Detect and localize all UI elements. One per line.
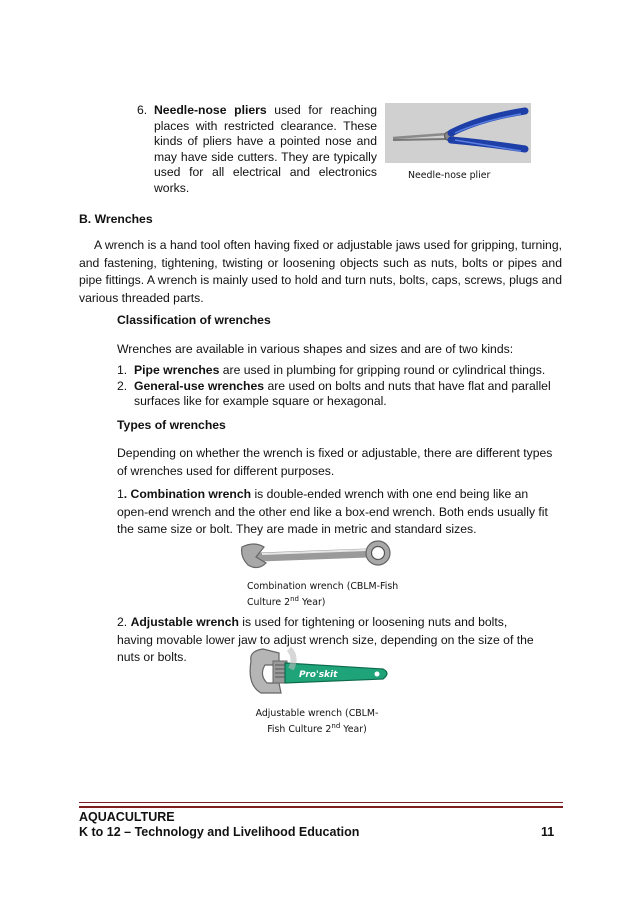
- list-item: [117, 363, 557, 379]
- footer-title: AQUACULTURE: [79, 810, 175, 824]
- list-item: [117, 379, 557, 410]
- general-use-wrench-text: are used on bolts and nuts that have flat and parallel surfaces like for example square or hexagonal.: [134, 378, 551, 408]
- footer-subtitle: K to 12 – Technology and Livelihood Education: [79, 825, 360, 839]
- caption-text: Fish Culture 2: [267, 724, 332, 735]
- item-number: 6.: [137, 103, 148, 117]
- footer-divider: [79, 806, 563, 808]
- adjustable-wrench-term: Adjustable wrench: [130, 615, 239, 629]
- item-number: 1.: [117, 363, 128, 377]
- general-use-wrench-term: General-use wrenches: [134, 378, 265, 393]
- caption-text: Culture 2: [247, 597, 291, 608]
- pipe-wrench-text: are used in plumbing for gripping round or cylindrical things.: [219, 363, 546, 377]
- item-number: 2.: [117, 378, 128, 393]
- footer-divider: [79, 802, 563, 803]
- caption-line: [247, 595, 398, 611]
- brand-text: Pro'skit: [299, 670, 338, 680]
- caption-text: Year): [340, 724, 367, 735]
- combination-wrench-description: [117, 486, 557, 539]
- adjustable-wrench-image: [245, 647, 395, 697]
- pipe-wrench-term: Pipe wrenches: [134, 363, 220, 377]
- classification-heading: Classification of wrenches: [117, 313, 271, 327]
- classification-list: [117, 363, 557, 410]
- wrench-intro: [79, 237, 562, 307]
- caption-line: Combination wrench (CBLM-Fish: [247, 581, 399, 592]
- pliers-text: used for reaching places with restricted clearance. These kinds of pliers have a pointed nose and may have side cutters. They are typically used for all electrical and electronics works.: [154, 103, 377, 195]
- types-heading: Types of wrenches: [117, 418, 226, 432]
- pliers-description: [154, 103, 377, 196]
- section-heading: B. Wrenches: [79, 212, 153, 226]
- types-intro: Depending on whether the wrench is fixed or adjustable, there are different types of wrenches used for different purposes.: [117, 446, 553, 478]
- adjustable-wrench-icon: [245, 647, 395, 697]
- combination-wrench-image: [238, 535, 394, 575]
- pliers-term: Needle-nose pliers: [154, 103, 267, 117]
- caption-line: Adjustable wrench (CBLM-: [255, 708, 379, 719]
- needle-nose-plier-image: [385, 103, 531, 163]
- caption-sup: nd: [290, 594, 299, 603]
- wrench-intro-text: A wrench is a hand tool often having fixed or adjustable jaws used for gripping, turning, and fastening, tightening, twisting or loosening objects such as nuts, bolts or pipes and pipe fittings. A wrench is mainly used to hold and turn nuts, bolts, caps, screws, plugs and various threaded parts.: [79, 238, 562, 305]
- combination-wrench-text: is double-ended wrench with one end being like an open-end wrench and the other end like a box-end wrench. Both ends usually fit the same size or bolt. They are made in metric and standard sizes.: [117, 487, 548, 536]
- page-number: 11: [541, 825, 555, 839]
- classification-intro: Wrenches are available in various shapes and sizes and are of two kinds:: [117, 342, 514, 356]
- combination-wrench-icon: [238, 535, 394, 575]
- pliers-item: [137, 103, 377, 196]
- needle-nose-plier-icon: [385, 103, 531, 163]
- caption-line: [250, 722, 384, 738]
- combination-wrench-caption: [247, 579, 398, 611]
- pliers-caption: Needle-nose plier: [408, 170, 491, 181]
- caption-sup: nd: [331, 721, 341, 730]
- item-number: 2.: [117, 615, 131, 629]
- combination-wrench-term: . Combination wrench: [123, 487, 252, 501]
- item-number: 1: [117, 487, 124, 501]
- caption-text: Year): [298, 597, 326, 608]
- adjustable-wrench-caption: [250, 706, 384, 738]
- adjustable-wrench-text: is used for tightening or loosening nuts and bolts, having movable lower jaw to adjust wrench size, depending on the size of the nuts or bolts.: [117, 615, 534, 664]
